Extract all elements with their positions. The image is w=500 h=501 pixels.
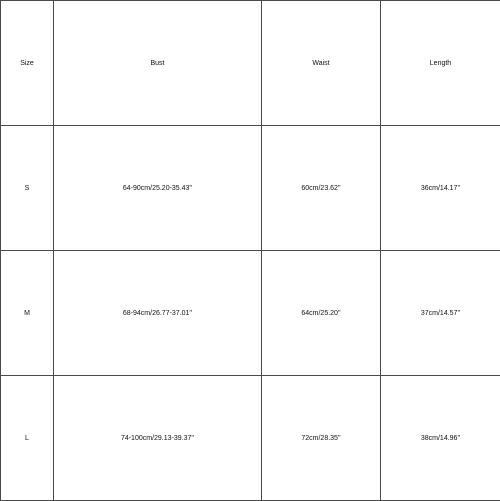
header-size: Size [1, 1, 54, 126]
waist-cell: 64cm/25.20'' [262, 251, 381, 376]
length-cell: 36cm/14.17'' [381, 126, 500, 251]
table-row [1, 251, 500, 376]
size-cell: L [1, 376, 54, 501]
waist-cell: 72cm/28.35'' [262, 376, 381, 501]
length-cell: 37cm/14.57'' [381, 251, 500, 376]
bust-cell: 74-100cm/29.13-39.37'' [54, 376, 262, 501]
table-row [1, 126, 500, 251]
size-cell: S [1, 126, 54, 251]
waist-cell: 60cm/23.62'' [262, 126, 381, 251]
bust-cell: 64-90cm/25.20-35.43'' [54, 126, 262, 251]
size-cell: M [1, 251, 54, 376]
header-waist: Waist [262, 1, 381, 126]
table-header-row [1, 1, 500, 126]
table-row [1, 376, 500, 501]
length-cell: 38cm/14.96'' [381, 376, 500, 501]
bust-cell: 68-94cm/26.77-37.01'' [54, 251, 262, 376]
header-bust: Bust [54, 1, 262, 126]
header-length: Length [381, 1, 500, 126]
